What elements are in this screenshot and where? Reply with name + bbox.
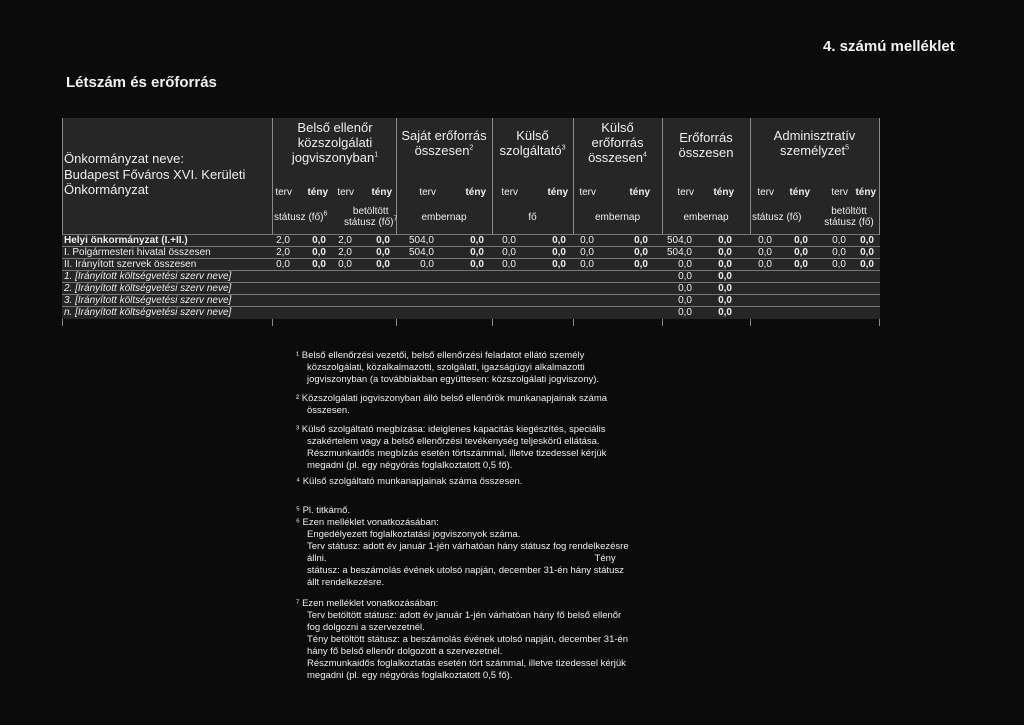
annex-label: 4. számú melléklet	[823, 38, 955, 55]
table-cell: 504,0	[408, 235, 434, 246]
table-cell: 2,0	[338, 235, 352, 246]
table-cell: 504,0	[666, 247, 692, 258]
table-cell: 0,0	[678, 307, 692, 318]
table-cell: 0,0	[794, 259, 808, 270]
table-cell: 0,0	[860, 259, 874, 270]
table-cell: 0,0	[794, 247, 808, 258]
plan-column-header: terv	[419, 187, 436, 198]
table-cell: 0,0	[718, 271, 732, 282]
unit-status-admin: státusz (fő)	[752, 212, 802, 223]
table-cell: 0,0	[276, 259, 290, 270]
plan-column-header: terv	[275, 187, 292, 198]
entity-name-line3: Önkormányzat	[64, 182, 149, 197]
table-cell: 0,0	[758, 247, 772, 258]
fact-column-header: tény	[307, 187, 328, 198]
plan-column-header: terv	[757, 187, 774, 198]
fact-column-header: tény	[713, 187, 734, 198]
footnote-2: ² Közszolgálati jogviszonyban álló belső ellenőrök munkanapjainak száma összesen.	[296, 393, 608, 416]
table-cell: 0,0	[860, 247, 874, 258]
row-label: Helyi önkormányzat (I.+II.)	[64, 235, 188, 246]
table-cell: 504,0	[666, 235, 692, 246]
table-cell: 0,0	[634, 235, 648, 246]
table-cell: 0,0	[718, 247, 732, 258]
table-cell: 0,0	[338, 259, 352, 270]
table-cell: 0,0	[580, 235, 594, 246]
table-cell: 0,0	[718, 259, 732, 270]
table-cell: 0,0	[634, 247, 648, 258]
table-cell: 0,0	[794, 235, 808, 246]
table-cell: 0,0	[312, 247, 326, 258]
table-cell: 0,0	[718, 307, 732, 318]
table-cell: 0,0	[832, 247, 846, 258]
table-cell: 0,0	[470, 259, 484, 270]
plan-column-header: terv	[831, 187, 848, 198]
table-cell: 0,0	[312, 235, 326, 246]
table-cell: 0,0	[376, 259, 390, 270]
table-cell: 0,0	[470, 235, 484, 246]
table-cell: 0,0	[758, 235, 772, 246]
table-cell: 0,0	[718, 235, 732, 246]
table-cell: 0,0	[860, 235, 874, 246]
fact-column-header: tény	[371, 187, 392, 198]
row-label: 3. [Irányított költségvetési szerv neve]	[64, 295, 232, 306]
table-cell: 2,0	[276, 235, 290, 246]
table-cell: 0,0	[552, 247, 566, 258]
footnote-3: ³ Külső szolgáltató megbízása: ideiglenes kapacitás kiegészítés, speciális szakértelem vagy a belső ellenőrzési tevékenység teljeskörű ellátása. Részmunkaidős megbízás esetén törtszámmal, illetve tizedessel kérjük megadni (pl. egy négyórás foglalkoztatott 0,5 fő).	[296, 424, 607, 471]
header-own-resource: Saját erőforrás összesen$^2$	[401, 128, 487, 158]
plan-column-header: terv	[337, 187, 354, 198]
table-cell: 0,0	[420, 259, 434, 270]
plan-column-header: terv	[677, 187, 694, 198]
footnote-7: ⁷ Ezen melléklet vonatkozásában: Terv betöltött státusz: adott év január 1-jén várhatóan hány fő belső ellenőr fog dolgozni a szervezetnél. Tény betöltött státusz: a beszámolás évének utolsó napján, december 31-én hány fő belső ellenőr dolgozott a szervezetnél. Részmunkaidős foglalkoztatás esetén tört számmal, illetve tizedessel kérjük megadni (pl. egy négyórás foglalkoztatott 0,5 fő).	[296, 598, 629, 681]
fact-column-header: tény	[465, 187, 486, 198]
table-cell: 0,0	[580, 247, 594, 258]
fact-column-header: tény	[855, 187, 876, 198]
unit-person-days-total: embernap	[683, 212, 729, 223]
header-external-resource: Külső erőforrás összesen$^4$	[588, 120, 647, 165]
table-cell: 0,0	[718, 283, 732, 294]
table-cell: 0,0	[678, 283, 692, 294]
table-cell: 0,0	[502, 235, 516, 246]
row-label: II. Irányított szervek összesen	[64, 259, 197, 270]
unit-person-days-own: embernap	[421, 212, 467, 223]
fact-column-header: tény	[629, 187, 650, 198]
header-total-resource: Erőforrás összesen	[678, 130, 734, 160]
table-cell: 0,0	[312, 259, 326, 270]
plan-column-header: terv	[579, 187, 596, 198]
fact-column-header: tény	[789, 187, 810, 198]
footnote-1: ¹ Belső ellenőrzési vezetői, belső ellenőrzési feladatot ellátó személy közszolgálati, közalkalmazotti, szolgálati, igazságügyi alkalmazotti jogviszonyban (a továbbiakban együttesen: közszolgálati jogviszony).	[296, 350, 600, 385]
header-external-provider: Külső szolgáltató$^3$	[499, 128, 566, 158]
table-cell: 0,0	[832, 235, 846, 246]
row-label: n. [Irányított költségvetési szerv neve]	[64, 307, 232, 318]
unit-person-days-external: embernap	[594, 212, 641, 223]
table-cell: 0,0	[832, 259, 846, 270]
table-cell: 0,0	[552, 259, 566, 270]
footnote-5: ⁵ Pl. titkárnő.	[296, 505, 351, 516]
row-label: 1. [Irányított költségvetési szerv neve]	[64, 271, 232, 282]
table-cell: 0,0	[634, 259, 648, 270]
page-title: Létszám és erőforrás	[66, 74, 217, 91]
fact-column-header: tény	[547, 187, 568, 198]
table-cell: 0,0	[678, 259, 692, 270]
table-cell: 504,0	[408, 247, 434, 258]
entity-name-label: Önkormányzat neve:	[64, 151, 184, 166]
staff-resource-table	[62, 118, 880, 326]
table-cell: 0,0	[678, 271, 692, 282]
table-cell: 0,0	[580, 259, 594, 270]
row-label: I. Polgármesteri hivatal összesen	[64, 247, 211, 258]
table-cell: 0,0	[502, 247, 516, 258]
unit-status-internal: státusz (fő)$^6$	[274, 210, 328, 223]
table-cell: 0,0	[758, 259, 772, 270]
unit-filled-status-admin: betöltött státusz (fő)	[824, 206, 874, 228]
table-cell: 0,0	[552, 235, 566, 246]
row-label: 2. [Irányított költségvetési szerv neve]	[64, 283, 232, 294]
unit-persons-external: fő	[528, 212, 537, 223]
table-cell: 0,0	[718, 295, 732, 306]
footnote-4: ⁴ Külső szolgáltató munkanapjainak száma összesen.	[296, 476, 523, 487]
table-cell: 0,0	[502, 259, 516, 270]
header-admin-staff: Adminisztratív személyzet$^5$	[773, 128, 856, 158]
entity-name-line2: Budapest Főváros XVI. Kerületi	[64, 167, 246, 182]
table-cell: 0,0	[678, 295, 692, 306]
table-cell: 0,0	[376, 235, 390, 246]
unit-filled-status-internal: betöltött státusz (fő)$^7$	[344, 206, 398, 228]
footnote-6: ⁶ Ezen melléklet vonatkozásában: Engedélyezett foglalkoztatási jogviszonyok száma. Terv státusz: adott év január 1-jén várhatóan hány státusz fog rendelkezésre állni. Tény státusz: a beszámolás évének utolsó napján, december 31-én hány státusz állt rendelkezésre.	[296, 517, 629, 588]
table-cell: 2,0	[338, 247, 352, 258]
table-cell: 0,0	[376, 247, 390, 258]
plan-column-header: terv	[501, 187, 518, 198]
table-cell: 0,0	[470, 247, 484, 258]
table-cell: 2,0	[276, 247, 290, 258]
header-internal-auditor: Belső ellenőr közszolgálati jogviszonyban$^1$	[291, 120, 379, 165]
